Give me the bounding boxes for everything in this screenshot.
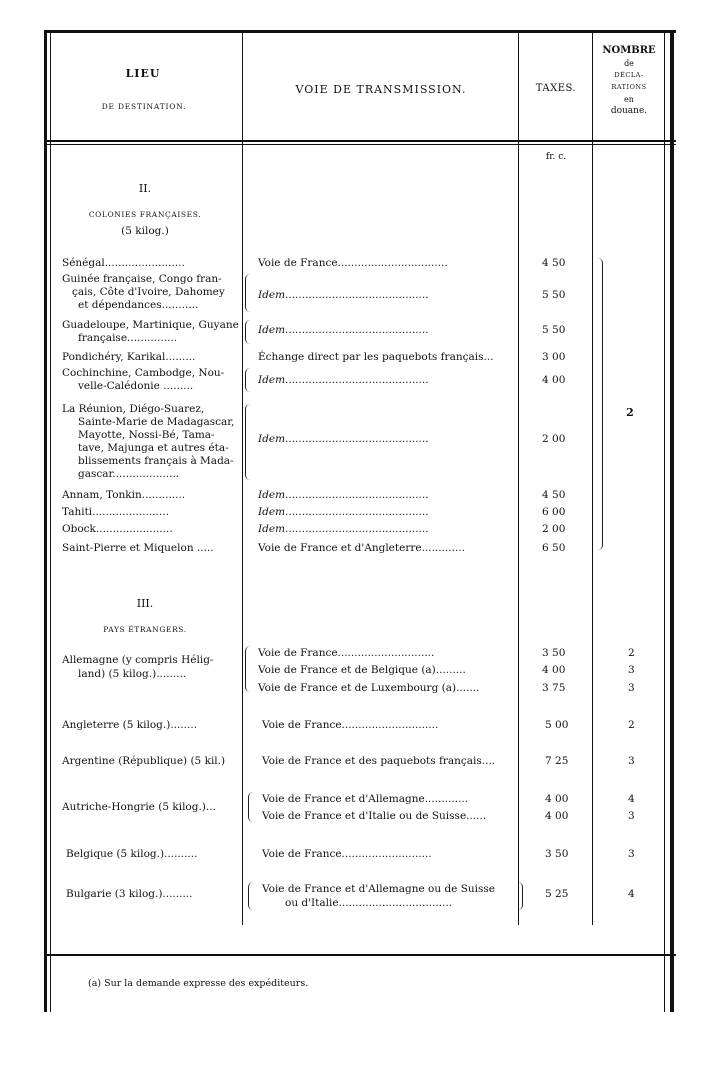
tax-allemagne-2: 4 00 [542,664,566,676]
tax-bulgarie: 5 25 [545,888,569,900]
right-border [670,30,674,1012]
dest-cochinchine-2: velle-Calédonie ......... [78,380,194,392]
dest-tahiti: Tahiti....................... [62,506,169,518]
document-frame [44,30,676,1012]
dest-allemagne-2: land) (5 kilog.)......... [78,668,187,680]
declarations-brace [598,258,603,550]
top-border [44,30,676,33]
tax-angleterre: 5 00 [545,719,569,731]
tax-cochinchine: 4 00 [542,374,566,386]
brace [248,882,253,910]
section2-title: COLONIES FRANÇAISES. [88,210,202,219]
voie-cochinchine: Idem........................................... [258,374,429,386]
dest-bulgarie: Bulgarie (3 kilog.)......... [66,888,193,900]
voie-bulgarie-1: Voie de France et d'Allemagne ou de Suisse [262,883,496,895]
table-bottom-rule [44,954,676,956]
right-border-inner [664,30,665,1012]
tax-obock: 2 00 [542,523,566,535]
tax-autriche-2: 4 00 [545,810,569,822]
brace [245,404,250,480]
dest-saint-pierre: Saint-Pierre et Miquelon ..... [62,542,214,554]
header-nombre: NOMBRE [602,45,656,56]
decl-autriche-1: 4 [628,793,635,805]
voie-allemagne-2: Voie de France et de Belgique (a)......... [258,664,466,676]
voie-guinee: Idem........................................... [258,289,429,301]
voie-bulgarie-2: ou d'Italie.................................. [285,897,453,909]
header-destination: DE DESTINATION. [101,102,187,111]
dest-obock: Obock....................... [62,523,173,535]
section2-weight: (5 kilog.) [121,225,169,237]
tax-allemagne-3: 3 75 [542,682,566,694]
tax-guinee: 5 50 [542,289,566,301]
brace [518,882,523,910]
header-de: de [624,59,634,68]
dest-reunion-1: La Réunion, Diégo-Suarez, [62,403,205,415]
tax-belgique: 3 50 [545,848,569,860]
decl-autriche-2: 3 [628,810,635,822]
header-rule [44,140,676,142]
dest-senegal: Sénégal........................ [62,257,185,269]
dest-reunion-6: gascar.................... [78,468,180,480]
voie-autriche-1: Voie de France et d'Allemagne............. [262,793,469,805]
section2-numeral: II. [138,182,152,195]
voie-angleterre: Voie de France............................. [262,719,439,731]
tax-senegal: 4 50 [542,257,566,269]
voie-annam: Idem........................................... [258,489,429,501]
footnote: (a) Sur la demande expresse des expéditeurs. [88,978,309,989]
header-douane: douane. [610,106,648,116]
voie-belgique: Voie de France........................... [262,848,432,860]
units-label: fr. c. [545,152,567,162]
dest-annam: Annam, Tonkin............. [62,489,186,501]
tax-allemagne-1: 3 50 [542,647,566,659]
dest-reunion-5: blissements français à Mada- [78,455,234,467]
dest-allemagne-1: Allemagne (y compris Hélig- [62,654,214,666]
tax-argentine: 7 25 [545,755,569,767]
voie-obock: Idem........................................... [258,523,429,535]
header-rule-2 [44,144,676,145]
voie-allemagne-3: Voie de France et de Luxembourg (a)....... [258,682,480,694]
dest-belgique: Belgique (5 kilog.).......... [66,848,198,860]
col-sep-2 [518,30,519,925]
decl-bulgarie: 4 [628,888,635,900]
col-sep-3 [592,30,593,925]
brace [245,320,250,344]
decl-angleterre: 2 [628,719,635,731]
left-border-inner [50,30,51,1012]
left-border [44,30,47,1012]
tax-guadeloupe: 5 50 [542,324,566,336]
decl-allemagne-3: 3 [628,682,635,694]
dest-guadeloupe-1: Guadeloupe, Martinique, Guyane [62,319,239,331]
voie-allemagne-1: Voie de France............................. [258,647,435,659]
voie-argentine: Voie de France et des paquebots français.... [262,755,496,767]
brace [245,646,250,692]
dest-reunion-4: tave, Majunga et autres éta- [78,442,229,454]
voie-tahiti: Idem........................................... [258,506,429,518]
section2-declarations: 2 [626,406,634,419]
dest-autriche: Autriche-Hongrie (5 kilog.)... [62,801,216,813]
col-sep-1 [242,30,243,925]
dest-guinee-2: çais, Côte d'Ivoire, Dahomey [72,286,225,298]
voie-autriche-2: Voie de France et d'Italie ou de Suisse...... [262,810,487,822]
section3-title: PAYS ÉTRANGERS. [103,625,187,634]
dest-reunion-2: Sainte-Marie de Madagascar, [78,416,235,428]
tax-reunion: 2 00 [542,433,566,445]
dest-cochinchine-1: Cochinchine, Cambodge, Nou- [62,367,225,379]
voie-guadeloupe: Idem........................................... [258,324,429,336]
dest-angleterre: Angleterre (5 kilog.)........ [62,719,198,731]
tax-saint-pierre: 6 50 [542,542,566,554]
decl-allemagne-1: 2 [628,647,635,659]
voie-saint-pierre: Voie de France et d'Angleterre............. [258,542,465,554]
tax-annam: 4 50 [542,489,566,501]
section3-numeral: III. [136,597,154,610]
decl-allemagne-2: 3 [628,664,635,676]
decl-belgique: 3 [628,848,635,860]
voie-senegal: Voie de France................................. [258,257,448,269]
header-en: en [624,95,634,104]
dest-reunion-3: Mayotte, Nossi-Bé, Tama- [78,429,215,441]
voie-pondichery: Échange direct par les paquebots français... [258,351,494,363]
tax-pondichery: 3 00 [542,351,566,363]
voie-reunion: Idem........................................... [258,433,429,445]
header-voie: VOIE DE TRANSMISSION. [295,83,467,96]
tax-autriche-1: 4 00 [545,793,569,805]
dest-pondichery: Pondichéry, Karikal......... [62,351,196,363]
header-lieu: LIEU [125,67,161,80]
dest-argentine: Argentine (République) (5 kil.) [62,755,226,767]
dest-guinee-1: Guinée française, Congo fran- [62,273,222,285]
header-rations: RATIONS [611,83,647,91]
brace [245,368,250,392]
header-decla: DÉCLA- [614,71,644,79]
brace [245,274,250,312]
header-taxes: TAXES. [535,83,577,94]
dest-guinee-3: et dépendances........... [78,299,199,311]
tax-tahiti: 6 00 [542,506,566,518]
brace [248,792,253,822]
decl-argentine: 3 [628,755,635,767]
dest-guadeloupe-2: française............... [78,332,178,344]
